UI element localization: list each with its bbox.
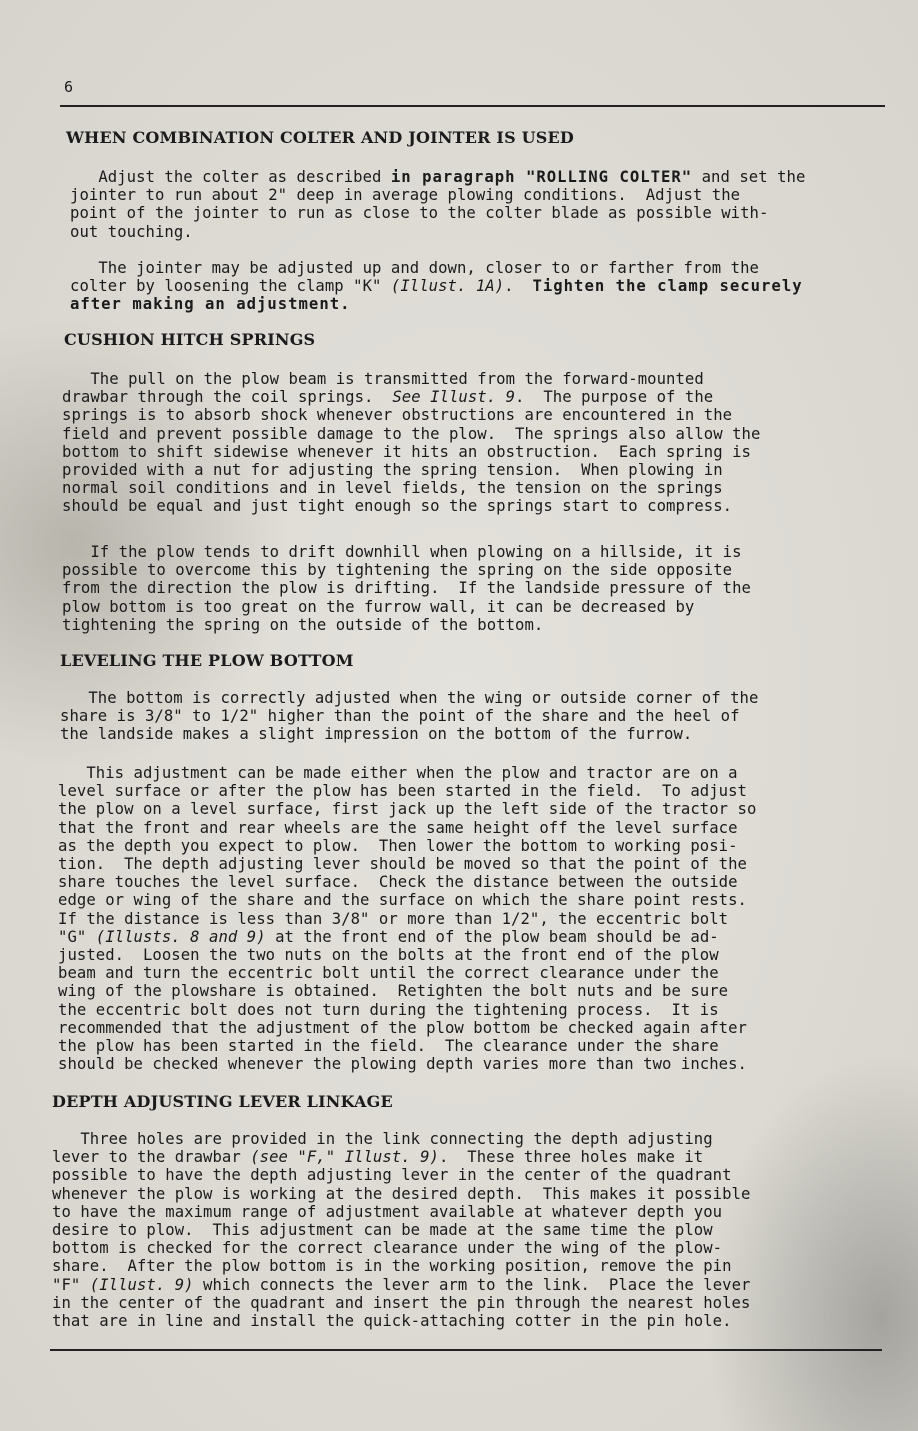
paragraph-cushion-1: The pull on the plow beam is transmitted from the forward-mounted drawbar through the coil springs. See Illust. 9. The purpose of the springs is to absorb shock whenever obstructions are encountered in the field and prevent possible damage to the plow. The springs also allow the bottom to shift sidewise whenever it hits an obstruction. Each spring is provided with a nut for adjusting the spring tension. When plowing in normal soil conditions and in level fields, the tension on the springs should be equal and just tight enough so the springs start to compress. xyxy=(62,370,761,516)
paragraph-depth-1: Three holes are provided in the link connecting the depth adjusting lever to the drawbar (see "F," Illust. 9). These three holes make it possible to have the depth adjusting lever in the center of the quadrant whenever the plow is working at the desired depth. This makes it possible to have the maximum range of adjustment available at whatever depth you desire to plow. This adjustment can be made at the same time the plow bottom is checked for the correct clearance under the wing of the plow- share. After the plow bottom is in the working position, remove the pin "F" (Illust. 9) which connects the lever arm to the link. Place the lever in the center of the quadrant and insert the pin through the nearest holes that are in line and install the quick-attaching cotter in the pin hole. xyxy=(52,1130,751,1331)
paragraph-cushion-2: If the plow tends to drift downhill when plowing on a hillside, it is possible to overcome this by tightening the spring on the side opposite from the direction the plow is drifting. If the landside pressure of the plow bottom is too great on the furrow wall, it can be decreased by tightening the spring on the outside of the bottom. xyxy=(62,543,751,634)
page-number: 6 xyxy=(64,78,74,96)
heading-leveling-plow-bottom: LEVELING THE PLOW BOTTOM xyxy=(60,651,354,670)
paragraph-leveling-2: This adjustment can be made either when the plow and tractor are on a level surface or after the plow has been started in the field. To adjust the plow on a level surface, first jack up the left side of the tractor so that the front and rear wheels are the same height off the level surface as the depth you expect to plow. Then lower the bottom to working posi- tion. The depth adjusting lever should be moved so that the point of the share touches the level surface. Check the distance between the outside edge or wing of the share and the surface on which the share point rests. If the distance is less than 3/8" or more than 1/2", the eccentric bolt "G" (Illusts. 8 and 9) at the front end of the plow beam should be ad- justed. Loosen the two nuts on the bolts at the front end of the plow beam and turn the eccentric bolt until the correct clearance under the wing of the plowshare is obtained. Retighten the bolt nuts and be sure the eccentric bolt does not turn during the tightening process. It is recommended that the adjustment of the plow bottom be checked again after the plow has been started in the field. The clearance under the share should be checked whenever the plowing depth varies more than two inches. xyxy=(58,764,757,1074)
heading-cushion-hitch-springs: CUSHION HITCH SPRINGS xyxy=(64,330,316,349)
heading-combination-colter-jointer: WHEN COMBINATION COLTER AND JOINTER IS USED xyxy=(66,128,574,147)
paragraph-combination-1: Adjust the colter as described in paragraph "ROLLING COLTER" and set the jointer to run about 2" deep in average plowing conditions. Adjust the point of the jointer to run as close to the colter blade as possible with- out touching. xyxy=(70,168,806,241)
paragraph-combination-2: The jointer may be adjusted up and down, closer to or farther from the colter by loosening the clamp "K" (Illust. 1A). Tighten the clamp securely after making an adjustment. xyxy=(70,259,803,314)
bottom-rule xyxy=(50,1349,882,1351)
top-rule xyxy=(60,105,885,107)
paragraph-leveling-1: The bottom is correctly adjusted when the wing or outside corner of the share is 3/8" to 1/2" higher than the point of the share and the heel of the landside makes a slight impression on the bottom of the furrow. xyxy=(60,689,759,744)
heading-depth-adjusting-lever-linkage: DEPTH ADJUSTING LEVER LINKAGE xyxy=(52,1092,393,1111)
